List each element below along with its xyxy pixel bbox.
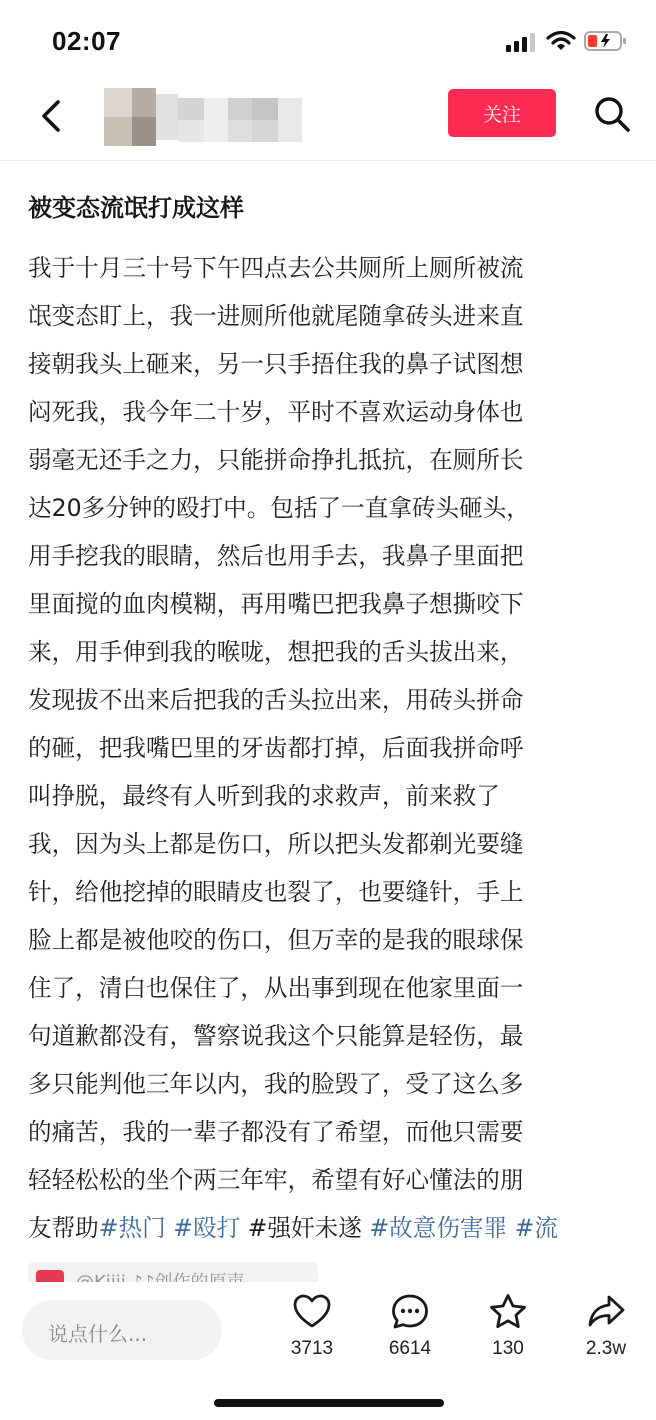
share-icon bbox=[586, 1292, 626, 1332]
body-line: 的砸，把我嘴巴里的牙齿都打掉，后面我拼命呼 bbox=[28, 734, 524, 762]
body-line: 住了，清白也保住了，从出事到现在他家里面一 bbox=[28, 974, 524, 1002]
body-line-with-hashtags bbox=[28, 1204, 628, 1252]
author-name-blurred[interactable] bbox=[104, 88, 308, 146]
body-line: 我于十月三十号下午四点去公共厕所上厕所被流 bbox=[28, 254, 524, 282]
heart-icon bbox=[292, 1292, 332, 1332]
share-button[interactable] bbox=[556, 1292, 656, 1372]
like-count: 3713 bbox=[290, 1338, 334, 1359]
body-line: 针，给他挖掉的眼睛皮也裂了，也要缝针，手上 bbox=[28, 878, 524, 906]
comment-icon bbox=[390, 1292, 430, 1332]
body-line: 发现拔不出来后把我的舌头拉出来，用砖头拼命 bbox=[28, 686, 524, 714]
search-icon[interactable] bbox=[592, 94, 632, 134]
body-line: 我，因为头上都是伤口，所以把头发都剃光要缝 bbox=[28, 830, 524, 858]
hashtag-link[interactable]: #殴打 bbox=[173, 1214, 241, 1242]
status-bar bbox=[0, 0, 656, 80]
nav-bar bbox=[0, 80, 656, 161]
hashtag-link[interactable]: #流 bbox=[514, 1214, 558, 1242]
body-line: 叫挣脱，最终有人听到我的求救声，前来救了 bbox=[28, 782, 500, 810]
body-line: 氓变态盯上，我一进厕所他就尾随拿砖头进来直 bbox=[28, 302, 524, 330]
star-icon bbox=[488, 1292, 528, 1332]
body-line-text: 友帮助 bbox=[28, 1214, 99, 1242]
signal-icon bbox=[506, 32, 538, 52]
battery-icon bbox=[584, 30, 628, 52]
home-indicator[interactable] bbox=[214, 1399, 444, 1407]
body-line: 闷死我，我今年二十岁，平时不喜欢运动身体也 bbox=[28, 398, 524, 426]
body-line: 里面搅的血肉模糊，再用嘴巴把我鼻子想撕咬下 bbox=[28, 590, 524, 618]
comment-input[interactable] bbox=[22, 1300, 222, 1360]
body-line: 的痛苦，我的一辈子都没有了希望，而他只需要 bbox=[28, 1118, 524, 1146]
post-body bbox=[28, 244, 628, 1300]
body-line: 弱毫无还手之力，只能拼命挣扎抵抗，在厕所长 bbox=[28, 446, 524, 474]
hashtag-link[interactable]: #故意伤害罪 bbox=[369, 1214, 508, 1242]
back-icon[interactable] bbox=[36, 96, 66, 136]
favorite-count: 130 bbox=[492, 1338, 524, 1359]
hashtag-plain: #强奸未遂 bbox=[247, 1214, 362, 1242]
body-line: 轻轻松松的坐个两三年牢，希望有好心懂法的朋 bbox=[28, 1166, 524, 1194]
like-button[interactable] bbox=[262, 1292, 362, 1372]
body-line: 多只能判他三年以内，我的脸毁了，受了这么多 bbox=[28, 1070, 524, 1098]
body-line: 达20多分钟的殴打中。包括了一直拿砖头砸头， bbox=[28, 494, 530, 522]
favorite-button[interactable] bbox=[458, 1292, 558, 1372]
hashtag-link[interactable]: #热门 bbox=[98, 1214, 166, 1242]
body-line: 用手挖我的眼睛，然后也用手去，我鼻子里面把 bbox=[28, 542, 524, 570]
share-count: 2.3w bbox=[585, 1338, 627, 1359]
status-time: 02:07 bbox=[52, 26, 121, 56]
body-line: 接朝我头上砸来，另一只手捂住我的鼻子试图想 bbox=[28, 350, 524, 378]
body-line: 句道歉都没有，警察说我这个只能算是轻伤，最 bbox=[28, 1022, 524, 1050]
post-title: 被变态流氓打成这样 bbox=[28, 194, 244, 222]
follow-button[interactable]: 关注 bbox=[448, 89, 556, 137]
body-line: 脸上都是被他咬的伤口，但万幸的是我的眼球保 bbox=[28, 926, 524, 954]
comment-count: 6614 bbox=[388, 1338, 432, 1359]
comment-button[interactable] bbox=[360, 1292, 460, 1372]
comment-placeholder: 说点什么... bbox=[48, 1322, 148, 1346]
bottom-action-bar bbox=[0, 1282, 656, 1420]
body-line: 来，用手伸到我的喉咙，想把我的舌头拔出来， bbox=[28, 638, 524, 666]
wifi-icon bbox=[546, 30, 576, 52]
